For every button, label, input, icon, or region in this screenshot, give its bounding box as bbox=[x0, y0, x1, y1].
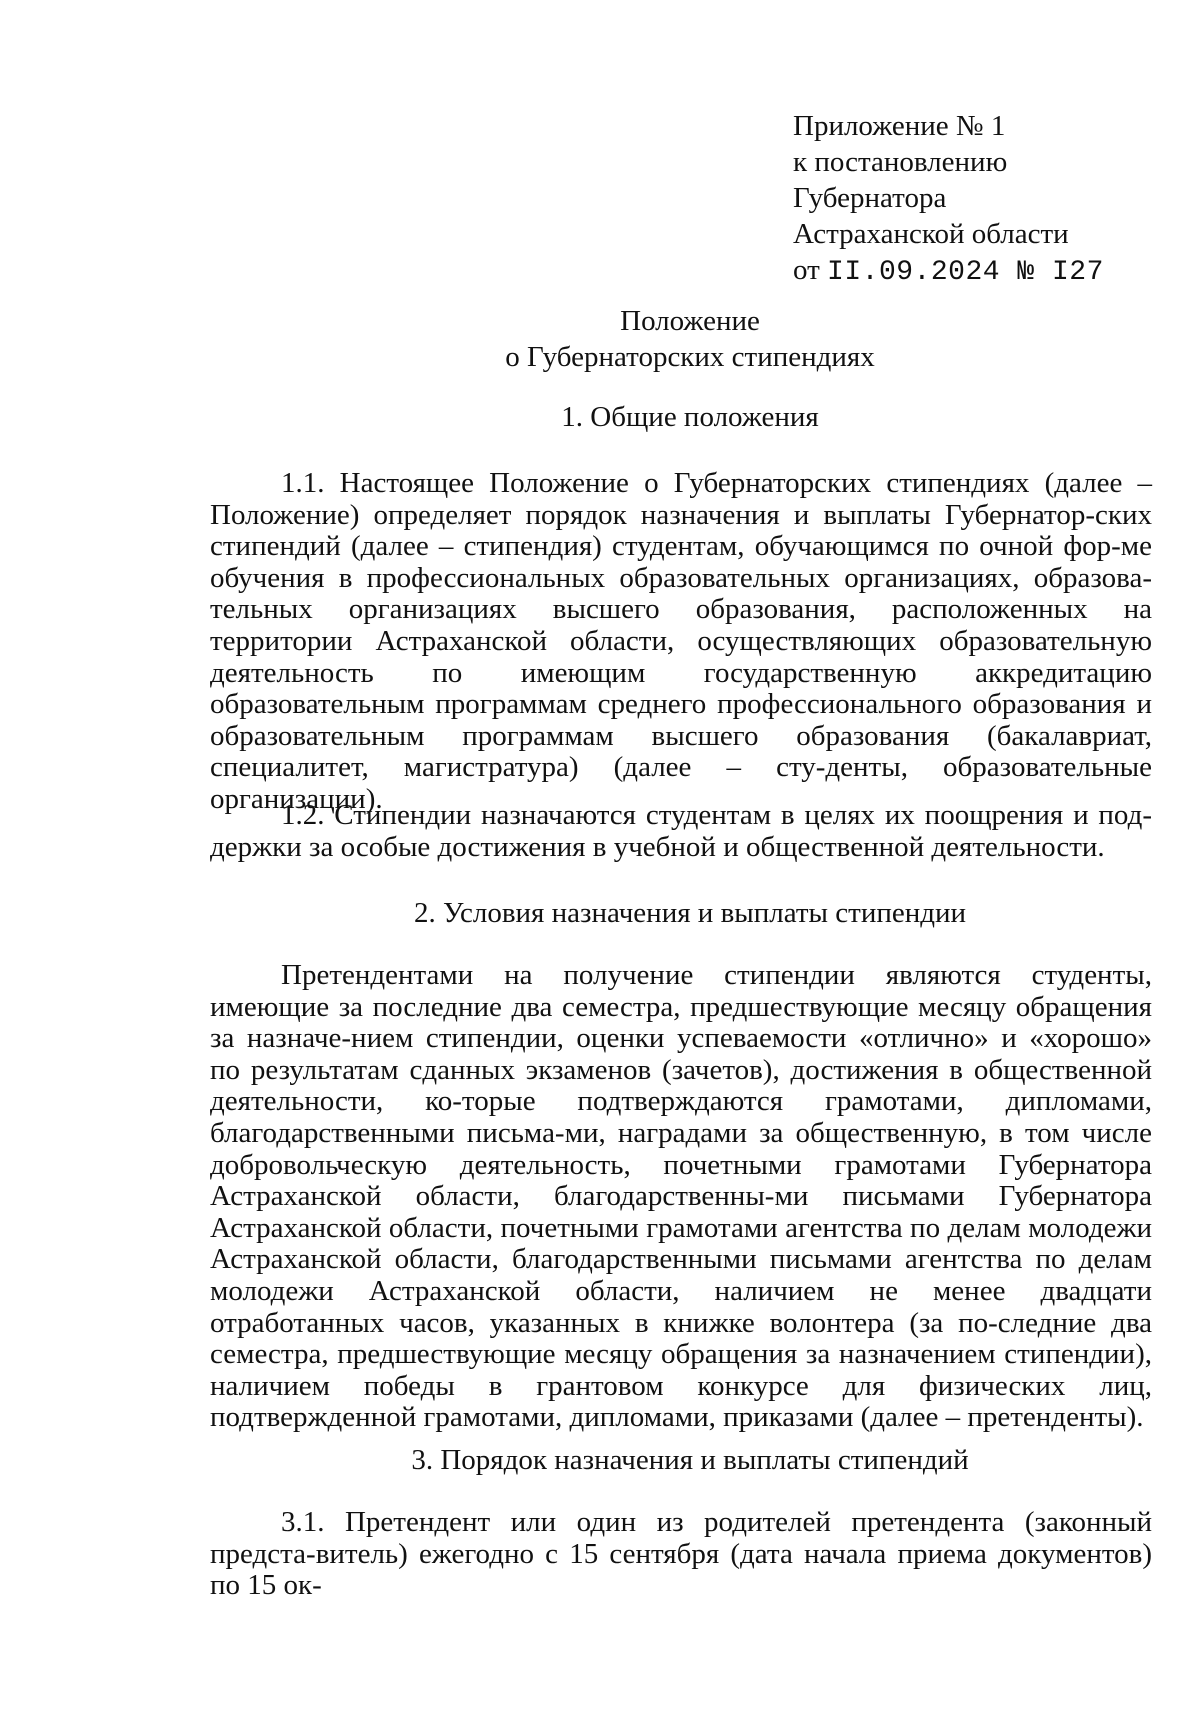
appendix-issuer: Губернатора bbox=[793, 182, 947, 214]
section-3-paragraph-1 bbox=[210, 1507, 1152, 1602]
section-1-paragraph-2 bbox=[210, 800, 1152, 863]
section-1-heading: 1. Общие положения bbox=[561, 401, 819, 433]
paragraph-text: 3.1. Претендент или один из родителей претендента (законный предста-витель) ежегодно с 15 сентября (дата начала приема документов) по 15 ок- bbox=[210, 1506, 1152, 1602]
appendix-header bbox=[793, 108, 1104, 291]
appendix-reference: к постановлению bbox=[793, 146, 1008, 178]
appendix-number: Приложение № 1 bbox=[793, 110, 1006, 142]
section-3-heading: 3. Порядок назначения и выплаты стипендий bbox=[411, 1444, 969, 1476]
paragraph-text: Претендентами на получение стипендии являются студенты, имеющие за последние два семестра, предшествующие месяцу обращения за назначе-нием стипендии, оценки успеваемости «отлично» и «хорошо» по результатам сданных экзаменов (зачетов), достижения в общественной деятельности, ко-торые подтверждаются грамотами, дипломами, благодарственными письма-ми, наградами за общественную, в том числе добровольческую деятельность, почетными грамотами Губернатора Астраханской области, благодарственны-ми письмами Губернатора Астраханской области, почетными грамотами агентства по делам молодежи Астраханской области, благодарственными письмами агентства по делам молодежи Астраханской области, наличием не менее двадцати отработанных часов, указанных в книжке волонтера (за по-следние два семестра, предшествующие месяцу обращения за назначением стипендии), наличием победы в грантовом конкурсе для физических лиц, подтвержденной грамотами, дипломами, приказами (далее – претенденты). bbox=[210, 959, 1152, 1434]
section-2-heading: 2. Условия назначения и выплаты стипендии bbox=[413, 897, 967, 929]
appendix-date-line bbox=[793, 252, 1104, 291]
section-1-paragraph-1 bbox=[210, 468, 1152, 816]
paragraph-text: 1.1. Настоящее Положение о Губернаторских стипендиях (далее – Положение) определяет порядок назначения и выплаты Губернатор-ских стипендий (далее – стипендия) студентам, обучающимся по очной фор-ме обучения в профессиональных образовательных организациях, образова-тельных организациях высшего образования, расположенных на территории Астраханской области, осуществляющих образовательную деятельность по имеющим государственную аккредитацию образовательным программам среднего профессионального образования и образовательным программам высшего образования (бакалавриат, специалитет, магистратура) (далее – сту-денты, образовательные организации). bbox=[210, 467, 1152, 815]
document-title bbox=[0, 303, 1200, 375]
paragraph-text: 1.2. Стипендии назначаются студентам в целях их поощрения и под-держки за особые достижения в учебной и общественной деятельности. bbox=[210, 799, 1152, 863]
document-title-line2: о Губернаторских стипендиях bbox=[505, 341, 875, 373]
section-2-paragraph-1 bbox=[210, 960, 1152, 1434]
date-number-stamp: II.09.2024 № I27 bbox=[827, 257, 1104, 288]
date-prefix: от bbox=[793, 254, 820, 286]
document-title-line1: Положение bbox=[620, 305, 760, 337]
appendix-region: Астраханской области bbox=[793, 218, 1069, 250]
